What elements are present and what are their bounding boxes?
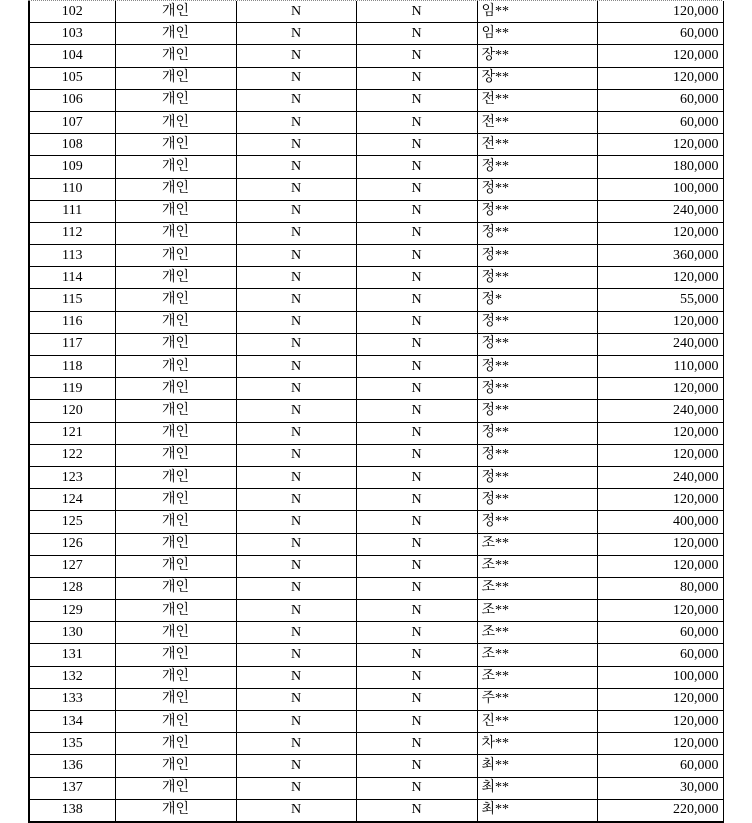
table-row	[29, 755, 723, 777]
flag-b-cell: N	[356, 622, 477, 644]
flag-b-cell: N	[356, 777, 477, 799]
donor-type-cell: 개인	[115, 511, 236, 533]
table-row	[29, 111, 723, 133]
flag-a-cell: N	[236, 222, 356, 244]
flag-a-cell: N	[236, 267, 356, 289]
flag-a-cell: N	[236, 489, 356, 511]
donor-type-cell: 개인	[115, 466, 236, 488]
flag-a-cell: N	[236, 23, 356, 45]
donor-name-cell: 정**	[477, 311, 597, 333]
amount-cell: 120,000	[597, 267, 723, 289]
table-row	[29, 333, 723, 355]
row-number-cell: 125	[29, 511, 115, 533]
donor-type-cell: 개인	[115, 711, 236, 733]
flag-a-cell: N	[236, 111, 356, 133]
flag-a-cell: N	[236, 67, 356, 89]
donor-type-cell: 개인	[115, 489, 236, 511]
donor-name-cell: 전**	[477, 111, 597, 133]
row-number-cell: 128	[29, 577, 115, 599]
donor-type-cell: 개인	[115, 333, 236, 355]
flag-b-cell: N	[356, 23, 477, 45]
amount-cell: 220,000	[597, 799, 723, 822]
flag-a-cell: N	[236, 644, 356, 666]
amount-cell: 100,000	[597, 666, 723, 688]
flag-a-cell: N	[236, 333, 356, 355]
table-row	[29, 356, 723, 378]
row-number-cell: 108	[29, 134, 115, 156]
table-row	[29, 622, 723, 644]
row-number-cell: 109	[29, 156, 115, 178]
flag-b-cell: N	[356, 444, 477, 466]
donor-name-cell: 전**	[477, 134, 597, 156]
row-number-cell: 118	[29, 356, 115, 378]
amount-cell: 180,000	[597, 156, 723, 178]
flag-b-cell: N	[356, 356, 477, 378]
flag-b-cell: N	[356, 799, 477, 822]
amount-cell: 120,000	[597, 688, 723, 710]
flag-b-cell: N	[356, 245, 477, 267]
donor-type-cell: 개인	[115, 178, 236, 200]
donor-type-cell: 개인	[115, 134, 236, 156]
table-row	[29, 533, 723, 555]
donor-type-cell: 개인	[115, 156, 236, 178]
amount-cell: 240,000	[597, 400, 723, 422]
row-number-cell: 131	[29, 644, 115, 666]
donor-name-cell: 정**	[477, 200, 597, 222]
flag-b-cell: N	[356, 400, 477, 422]
donor-type-cell: 개인	[115, 45, 236, 67]
flag-b-cell: N	[356, 178, 477, 200]
row-number-cell: 136	[29, 755, 115, 777]
row-number-cell: 103	[29, 23, 115, 45]
table-row	[29, 156, 723, 178]
table-row	[29, 444, 723, 466]
amount-cell: 120,000	[597, 222, 723, 244]
donor-type-cell: 개인	[115, 755, 236, 777]
amount-cell: 100,000	[597, 178, 723, 200]
flag-a-cell: N	[236, 533, 356, 555]
row-number-cell: 111	[29, 200, 115, 222]
donor-type-cell: 개인	[115, 378, 236, 400]
amount-cell: 55,000	[597, 289, 723, 311]
donor-type-cell: 개인	[115, 289, 236, 311]
flag-b-cell: N	[356, 666, 477, 688]
row-number-cell: 104	[29, 45, 115, 67]
donor-type-cell: 개인	[115, 89, 236, 111]
row-number-cell: 119	[29, 378, 115, 400]
flag-b-cell: N	[356, 378, 477, 400]
row-number-cell: 134	[29, 711, 115, 733]
amount-cell: 60,000	[597, 23, 723, 45]
flag-a-cell: N	[236, 555, 356, 577]
flag-a-cell: N	[236, 156, 356, 178]
donor-type-cell: 개인	[115, 777, 236, 799]
donor-name-cell: 정**	[477, 356, 597, 378]
donor-type-cell: 개인	[115, 200, 236, 222]
amount-cell: 30,000	[597, 777, 723, 799]
flag-b-cell: N	[356, 311, 477, 333]
donor-name-cell: 차**	[477, 733, 597, 755]
flag-a-cell: N	[236, 378, 356, 400]
flag-a-cell: N	[236, 733, 356, 755]
donor-name-cell: 정**	[477, 156, 597, 178]
row-number-cell: 110	[29, 178, 115, 200]
flag-a-cell: N	[236, 511, 356, 533]
row-number-cell: 133	[29, 688, 115, 710]
table-row	[29, 1, 723, 23]
amount-cell: 60,000	[597, 111, 723, 133]
table-row	[29, 555, 723, 577]
table-row	[29, 89, 723, 111]
donor-name-cell: 조**	[477, 555, 597, 577]
flag-b-cell: N	[356, 511, 477, 533]
table-row	[29, 245, 723, 267]
table-row	[29, 134, 723, 156]
row-number-cell: 132	[29, 666, 115, 688]
donor-type-cell: 개인	[115, 111, 236, 133]
table-row	[29, 489, 723, 511]
table-row	[29, 577, 723, 599]
amount-cell: 60,000	[597, 755, 723, 777]
donor-type-cell: 개인	[115, 688, 236, 710]
donor-name-cell: 정**	[477, 267, 597, 289]
donor-name-cell: 조**	[477, 533, 597, 555]
donor-table	[28, 1, 724, 823]
amount-cell: 120,000	[597, 311, 723, 333]
donor-name-cell: 정**	[477, 222, 597, 244]
table-row	[29, 733, 723, 755]
row-number-cell: 116	[29, 311, 115, 333]
donor-type-cell: 개인	[115, 222, 236, 244]
donor-name-cell: 장**	[477, 67, 597, 89]
donor-type-cell: 개인	[115, 600, 236, 622]
flag-a-cell: N	[236, 356, 356, 378]
table-row	[29, 311, 723, 333]
flag-a-cell: N	[236, 422, 356, 444]
amount-cell: 240,000	[597, 333, 723, 355]
donor-type-cell: 개인	[115, 799, 236, 822]
table-body	[29, 1, 723, 822]
donor-type-cell: 개인	[115, 422, 236, 444]
amount-cell: 120,000	[597, 378, 723, 400]
table-row	[29, 600, 723, 622]
amount-cell: 240,000	[597, 200, 723, 222]
donor-name-cell: 최**	[477, 755, 597, 777]
flag-a-cell: N	[236, 45, 356, 67]
amount-cell: 120,000	[597, 733, 723, 755]
flag-a-cell: N	[236, 178, 356, 200]
row-number-cell: 130	[29, 622, 115, 644]
donor-type-cell: 개인	[115, 444, 236, 466]
donor-type-cell: 개인	[115, 666, 236, 688]
amount-cell: 60,000	[597, 644, 723, 666]
flag-a-cell: N	[236, 799, 356, 822]
flag-a-cell: N	[236, 289, 356, 311]
donor-name-cell: 조**	[477, 577, 597, 599]
row-number-cell: 135	[29, 733, 115, 755]
donor-type-cell: 개인	[115, 245, 236, 267]
donor-name-cell: 장**	[477, 45, 597, 67]
table-row	[29, 45, 723, 67]
amount-cell: 120,000	[597, 45, 723, 67]
flag-b-cell: N	[356, 711, 477, 733]
amount-cell: 120,000	[597, 711, 723, 733]
donor-name-cell: 정**	[477, 245, 597, 267]
flag-b-cell: N	[356, 111, 477, 133]
row-number-cell: 122	[29, 444, 115, 466]
row-number-cell: 120	[29, 400, 115, 422]
table-row	[29, 688, 723, 710]
flag-b-cell: N	[356, 466, 477, 488]
flag-b-cell: N	[356, 755, 477, 777]
table-row	[29, 378, 723, 400]
row-number-cell: 137	[29, 777, 115, 799]
amount-cell: 120,000	[597, 422, 723, 444]
amount-cell: 400,000	[597, 511, 723, 533]
table-row	[29, 422, 723, 444]
flag-b-cell: N	[356, 156, 477, 178]
donor-type-cell: 개인	[115, 577, 236, 599]
donor-name-cell: 정**	[477, 489, 597, 511]
flag-b-cell: N	[356, 688, 477, 710]
flag-b-cell: N	[356, 333, 477, 355]
row-number-cell: 123	[29, 466, 115, 488]
donor-name-cell: 정**	[477, 400, 597, 422]
flag-b-cell: N	[356, 45, 477, 67]
row-number-cell: 115	[29, 289, 115, 311]
amount-cell: 120,000	[597, 600, 723, 622]
donor-name-cell: 정**	[477, 333, 597, 355]
donor-name-cell: 정**	[477, 444, 597, 466]
flag-b-cell: N	[356, 422, 477, 444]
flag-a-cell: N	[236, 622, 356, 644]
row-number-cell: 126	[29, 533, 115, 555]
flag-b-cell: N	[356, 533, 477, 555]
flag-a-cell: N	[236, 666, 356, 688]
row-number-cell: 138	[29, 799, 115, 822]
table-row	[29, 644, 723, 666]
row-number-cell: 114	[29, 267, 115, 289]
table-row	[29, 466, 723, 488]
flag-a-cell: N	[236, 755, 356, 777]
row-number-cell: 129	[29, 600, 115, 622]
flag-a-cell: N	[236, 89, 356, 111]
flag-b-cell: N	[356, 222, 477, 244]
donor-type-cell: 개인	[115, 23, 236, 45]
donor-name-cell: 정**	[477, 511, 597, 533]
donor-type-cell: 개인	[115, 267, 236, 289]
row-number-cell: 105	[29, 67, 115, 89]
donor-name-cell: 최**	[477, 799, 597, 822]
donor-name-cell: 조**	[477, 600, 597, 622]
donor-name-cell: 조**	[477, 622, 597, 644]
donor-type-cell: 개인	[115, 733, 236, 755]
amount-cell: 240,000	[597, 466, 723, 488]
table-row	[29, 67, 723, 89]
flag-b-cell: N	[356, 577, 477, 599]
flag-a-cell: N	[236, 134, 356, 156]
amount-cell: 120,000	[597, 1, 723, 23]
donor-type-cell: 개인	[115, 356, 236, 378]
amount-cell: 120,000	[597, 444, 723, 466]
flag-b-cell: N	[356, 600, 477, 622]
row-number-cell: 107	[29, 111, 115, 133]
table-row	[29, 222, 723, 244]
table-row	[29, 799, 723, 822]
flag-a-cell: N	[236, 311, 356, 333]
table-row	[29, 511, 723, 533]
donor-name-cell: 조**	[477, 644, 597, 666]
flag-b-cell: N	[356, 1, 477, 23]
donor-name-cell: 정**	[477, 466, 597, 488]
row-number-cell: 121	[29, 422, 115, 444]
amount-cell: 120,000	[597, 67, 723, 89]
flag-a-cell: N	[236, 688, 356, 710]
amount-cell: 60,000	[597, 622, 723, 644]
table-row	[29, 777, 723, 799]
table-row	[29, 23, 723, 45]
donor-type-cell: 개인	[115, 644, 236, 666]
donor-name-cell: 정**	[477, 378, 597, 400]
row-number-cell: 117	[29, 333, 115, 355]
table-row	[29, 711, 723, 733]
donor-name-cell: 정*	[477, 289, 597, 311]
donor-type-cell: 개인	[115, 311, 236, 333]
amount-cell: 120,000	[597, 134, 723, 156]
flag-b-cell: N	[356, 267, 477, 289]
table-row	[29, 200, 723, 222]
flag-a-cell: N	[236, 466, 356, 488]
row-number-cell: 127	[29, 555, 115, 577]
donor-name-cell: 임**	[477, 1, 597, 23]
donor-type-cell: 개인	[115, 533, 236, 555]
table-row	[29, 400, 723, 422]
flag-a-cell: N	[236, 777, 356, 799]
amount-cell: 60,000	[597, 89, 723, 111]
amount-cell: 120,000	[597, 533, 723, 555]
row-number-cell: 112	[29, 222, 115, 244]
flag-b-cell: N	[356, 644, 477, 666]
row-number-cell: 106	[29, 89, 115, 111]
amount-cell: 110,000	[597, 356, 723, 378]
donor-type-cell: 개인	[115, 67, 236, 89]
donor-name-cell: 진**	[477, 711, 597, 733]
donor-name-cell: 정**	[477, 422, 597, 444]
donor-type-cell: 개인	[115, 622, 236, 644]
flag-b-cell: N	[356, 733, 477, 755]
flag-a-cell: N	[236, 245, 356, 267]
donor-name-cell: 조**	[477, 666, 597, 688]
amount-cell: 360,000	[597, 245, 723, 267]
flag-a-cell: N	[236, 1, 356, 23]
donor-name-cell: 주**	[477, 688, 597, 710]
donor-type-cell: 개인	[115, 400, 236, 422]
table-row	[29, 289, 723, 311]
row-number-cell: 124	[29, 489, 115, 511]
amount-cell: 120,000	[597, 489, 723, 511]
flag-b-cell: N	[356, 289, 477, 311]
row-number-cell: 102	[29, 1, 115, 23]
flag-a-cell: N	[236, 577, 356, 599]
donor-name-cell: 전**	[477, 89, 597, 111]
flag-a-cell: N	[236, 444, 356, 466]
donor-type-cell: 개인	[115, 555, 236, 577]
flag-a-cell: N	[236, 711, 356, 733]
row-number-cell: 113	[29, 245, 115, 267]
flag-b-cell: N	[356, 555, 477, 577]
donor-name-cell: 정**	[477, 178, 597, 200]
flag-a-cell: N	[236, 600, 356, 622]
table-row	[29, 178, 723, 200]
donor-type-cell: 개인	[115, 1, 236, 23]
flag-a-cell: N	[236, 400, 356, 422]
amount-cell: 120,000	[597, 555, 723, 577]
flag-b-cell: N	[356, 134, 477, 156]
flag-a-cell: N	[236, 200, 356, 222]
flag-b-cell: N	[356, 89, 477, 111]
donor-name-cell: 임**	[477, 23, 597, 45]
amount-cell: 80,000	[597, 577, 723, 599]
table-row	[29, 666, 723, 688]
flag-b-cell: N	[356, 200, 477, 222]
donor-name-cell: 최**	[477, 777, 597, 799]
flag-b-cell: N	[356, 489, 477, 511]
flag-b-cell: N	[356, 67, 477, 89]
table-row	[29, 267, 723, 289]
